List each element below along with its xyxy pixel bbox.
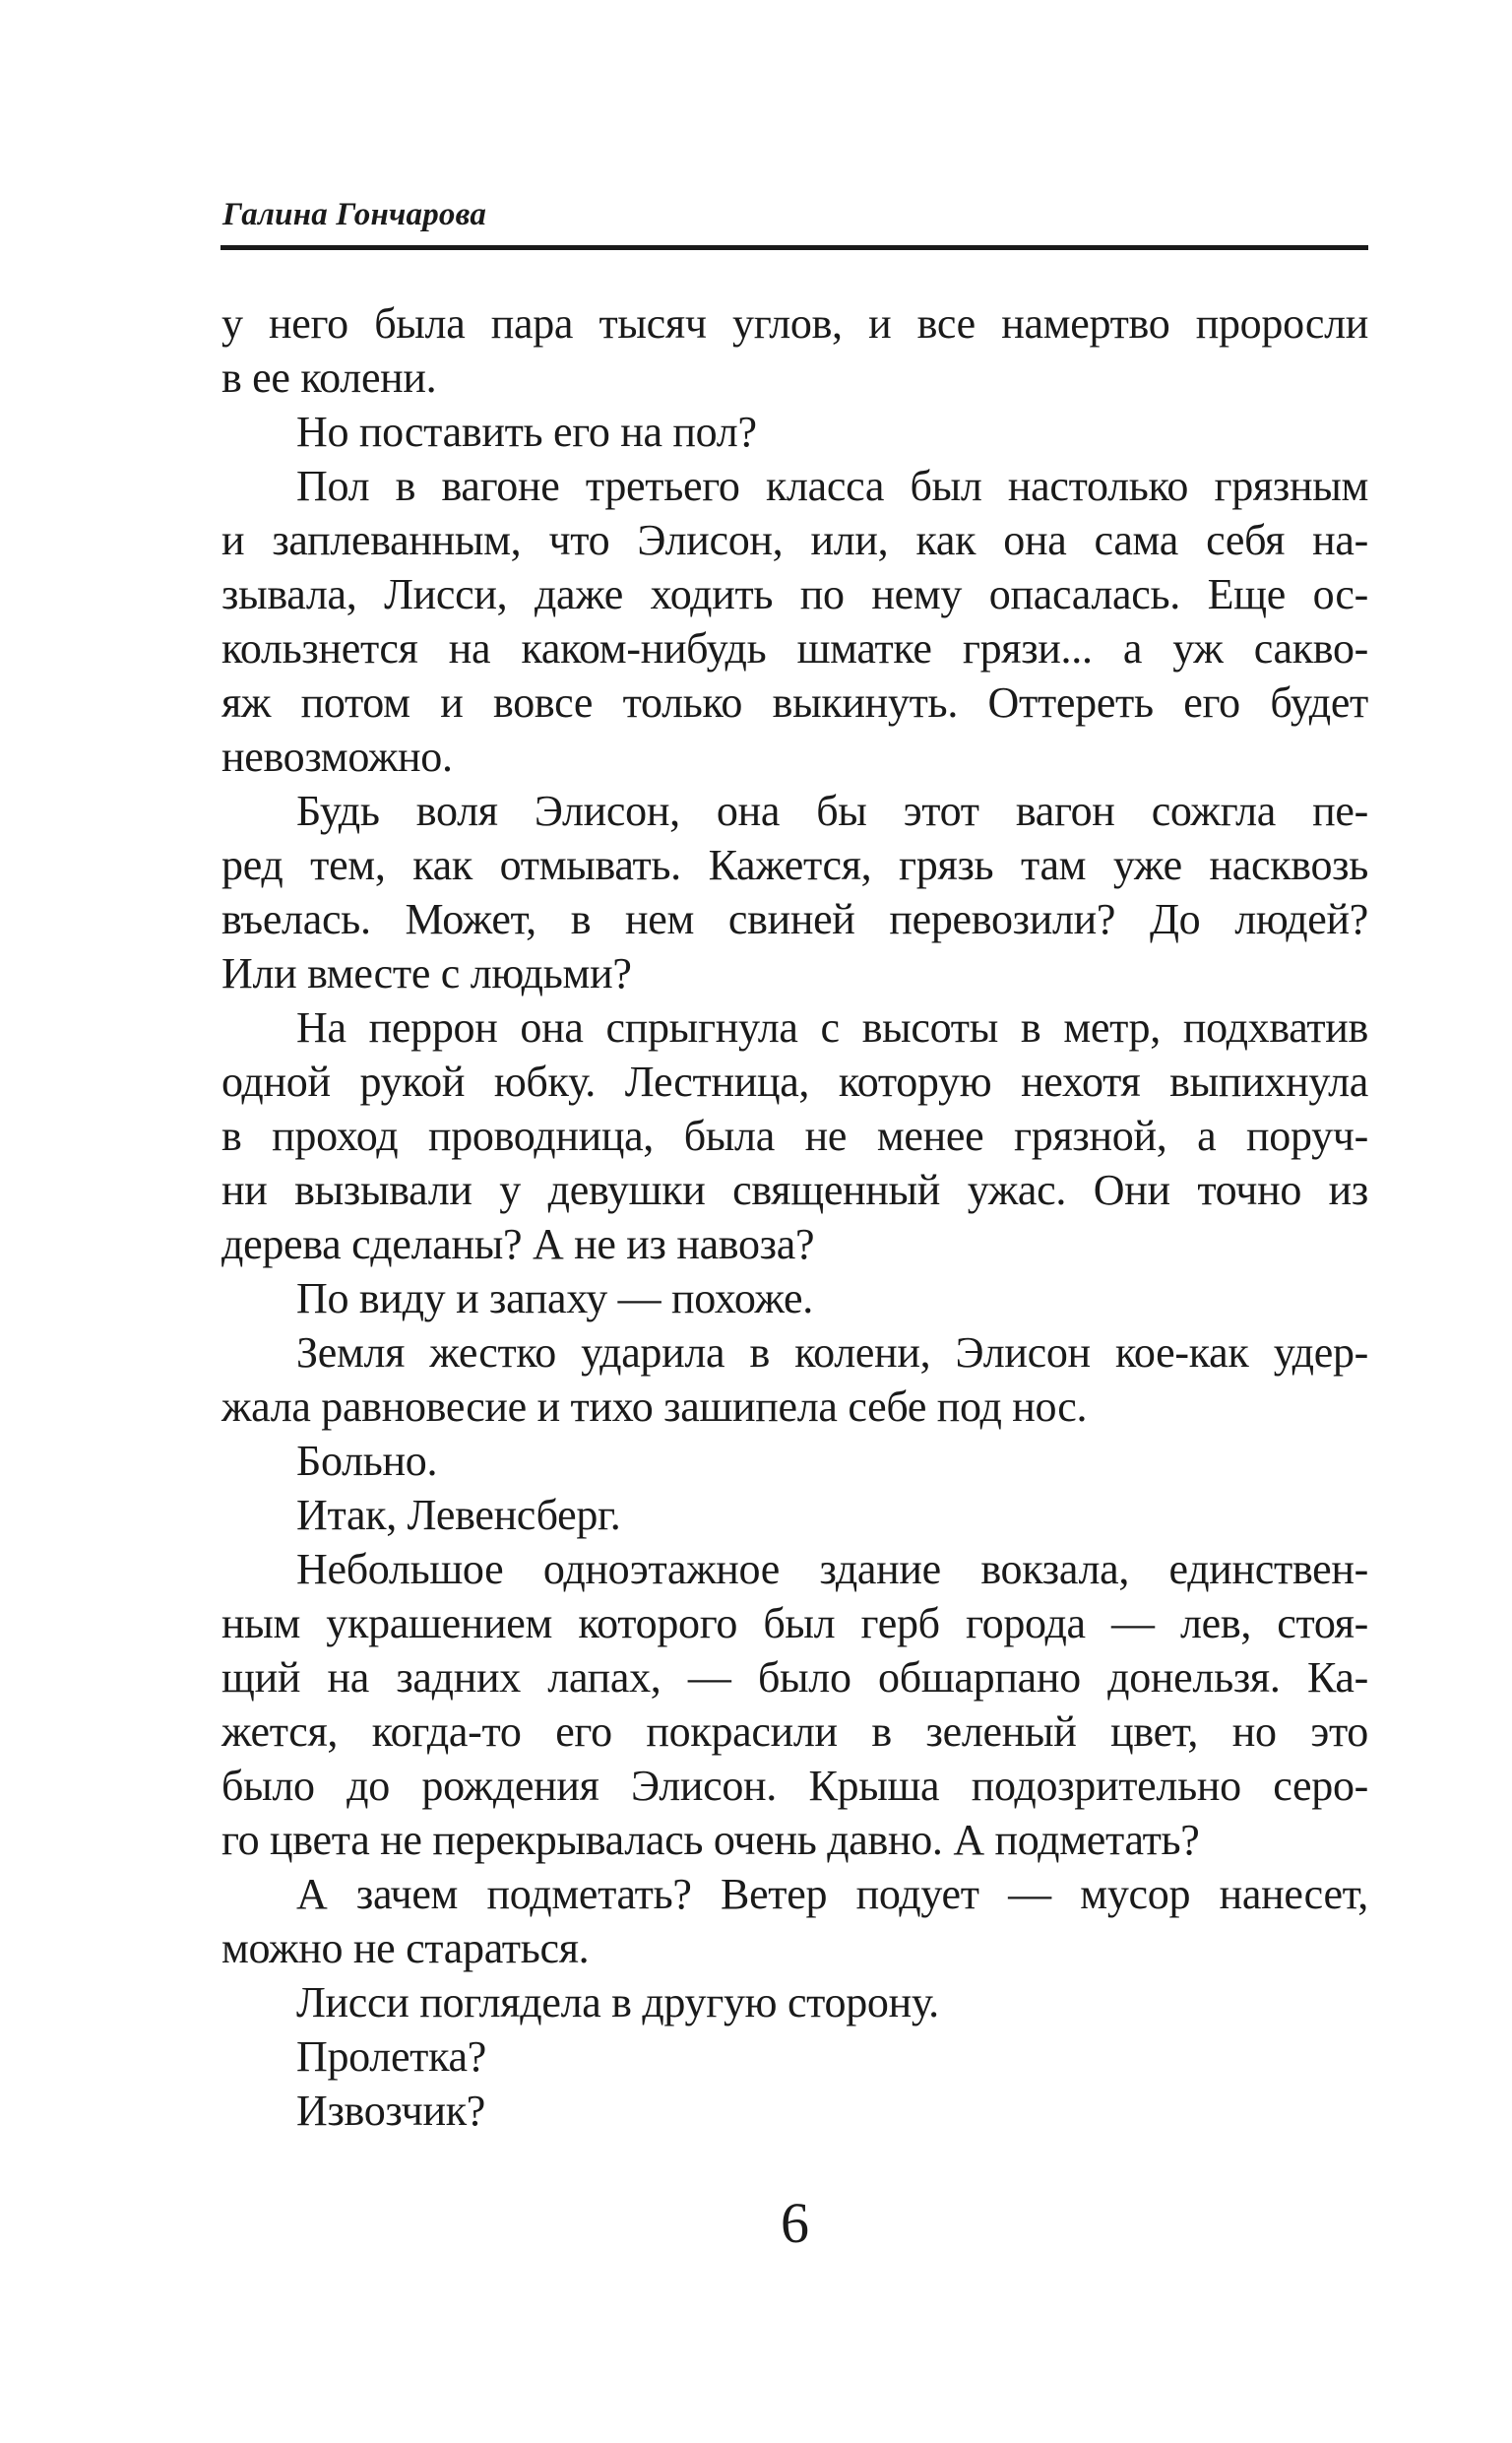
text-line: въелась. Может, в нем свиней перевозили? До людей? — [221, 895, 1368, 943]
text-line: можно не стараться. — [221, 1924, 590, 1972]
text-line: зывала, Лисси, даже ходить по нему опасалась. Еще ос- — [221, 570, 1368, 618]
text-line: Но поставить его на пол? — [296, 408, 757, 456]
text-line: яж потом и вовсе только выкинуть. Оттереть его будет — [221, 678, 1368, 727]
text-line: у него была пара тысяч углов, и все намертво проросли — [221, 299, 1368, 348]
text-line: кользнется на каком-нибудь шматке грязи... а уж сакво- — [221, 624, 1368, 673]
text-line: жется, когда-то его покрасили в зеленый цвет, но это — [221, 1707, 1368, 1756]
text-line: По виду и запаху — похоже. — [296, 1274, 813, 1322]
text-line: ни вызывали у девушки священный ужас. Они точно из — [221, 1166, 1368, 1214]
text-line: в ее колени. — [221, 354, 437, 402]
text-line: Итак, Левенсберг. — [296, 1491, 621, 1539]
text-line: в проход проводница, была не менее грязной, а поруч- — [221, 1112, 1368, 1160]
paragraph — [221, 459, 1368, 784]
text-line: Или вместе с людьми? — [221, 949, 632, 997]
paragraph — [221, 1000, 1368, 1271]
text-line: А зачем подметать? Ветер подует — мусор нанесет, — [296, 1870, 1368, 1918]
paragraph — [221, 1488, 1368, 1542]
text-line: одной рукой юбку. Лестница, которую нехотя выпихнула — [221, 1058, 1368, 1106]
text-line: и заплеванным, что Элисон, или, как она сама себя на- — [221, 516, 1368, 564]
paragraph — [221, 405, 1368, 459]
paragraph — [221, 1434, 1368, 1488]
paragraph — [221, 2084, 1368, 2138]
page-number: 6 — [781, 2191, 809, 2255]
text-line: Земля жестко ударила в колени, Элисон кое-как удер- — [296, 1328, 1368, 1377]
paragraph — [221, 1975, 1368, 2029]
paragraph — [221, 2029, 1368, 2084]
text-line: На перрон она спрыгнула с высоты в метр, подхватив — [296, 1003, 1368, 1052]
text-line: дерева сделаны? А не из навоза? — [221, 1220, 815, 1268]
text-line: щий на задних лапах, — было обшарпано донельзя. Ка- — [221, 1653, 1368, 1702]
header-rule — [220, 245, 1368, 250]
text-line: Извозчик? — [296, 2087, 486, 2135]
paragraph — [221, 1542, 1368, 1867]
paragraph — [221, 1867, 1368, 1975]
text-line: ным украшением которого был герб города — лев, стоя- — [221, 1599, 1368, 1647]
paragraph — [221, 1271, 1368, 1325]
paragraph — [221, 784, 1368, 1000]
text-line: Больно. — [296, 1437, 438, 1485]
paragraph — [221, 1325, 1368, 1434]
text-line: Будь воля Элисон, она бы этот вагон сожгла пе- — [296, 787, 1368, 835]
body-text — [221, 296, 1368, 2138]
page-header-author: Галина Гончарова — [222, 197, 487, 232]
text-line: Пролетка? — [296, 2032, 486, 2081]
text-line: Лисси поглядела в другую сторону. — [296, 1978, 939, 2026]
text-line: ред тем, как отмывать. Кажется, грязь там уже насквозь — [221, 841, 1368, 889]
paragraph — [221, 296, 1368, 405]
text-line: Небольшое одноэтажное здание вокзала, единствен- — [296, 1545, 1368, 1593]
text-line: жала равновесие и тихо зашипела себе под нос. — [221, 1382, 1088, 1431]
text-line: невозможно. — [221, 733, 453, 781]
text-line: было до рождения Элисон. Крыша подозрительно серо- — [221, 1762, 1368, 1810]
text-line: Пол в вагоне третьего класса был настолько грязным — [296, 462, 1368, 510]
text-line: го цвета не перекрывалась очень давно. А подметать? — [221, 1816, 1200, 1864]
